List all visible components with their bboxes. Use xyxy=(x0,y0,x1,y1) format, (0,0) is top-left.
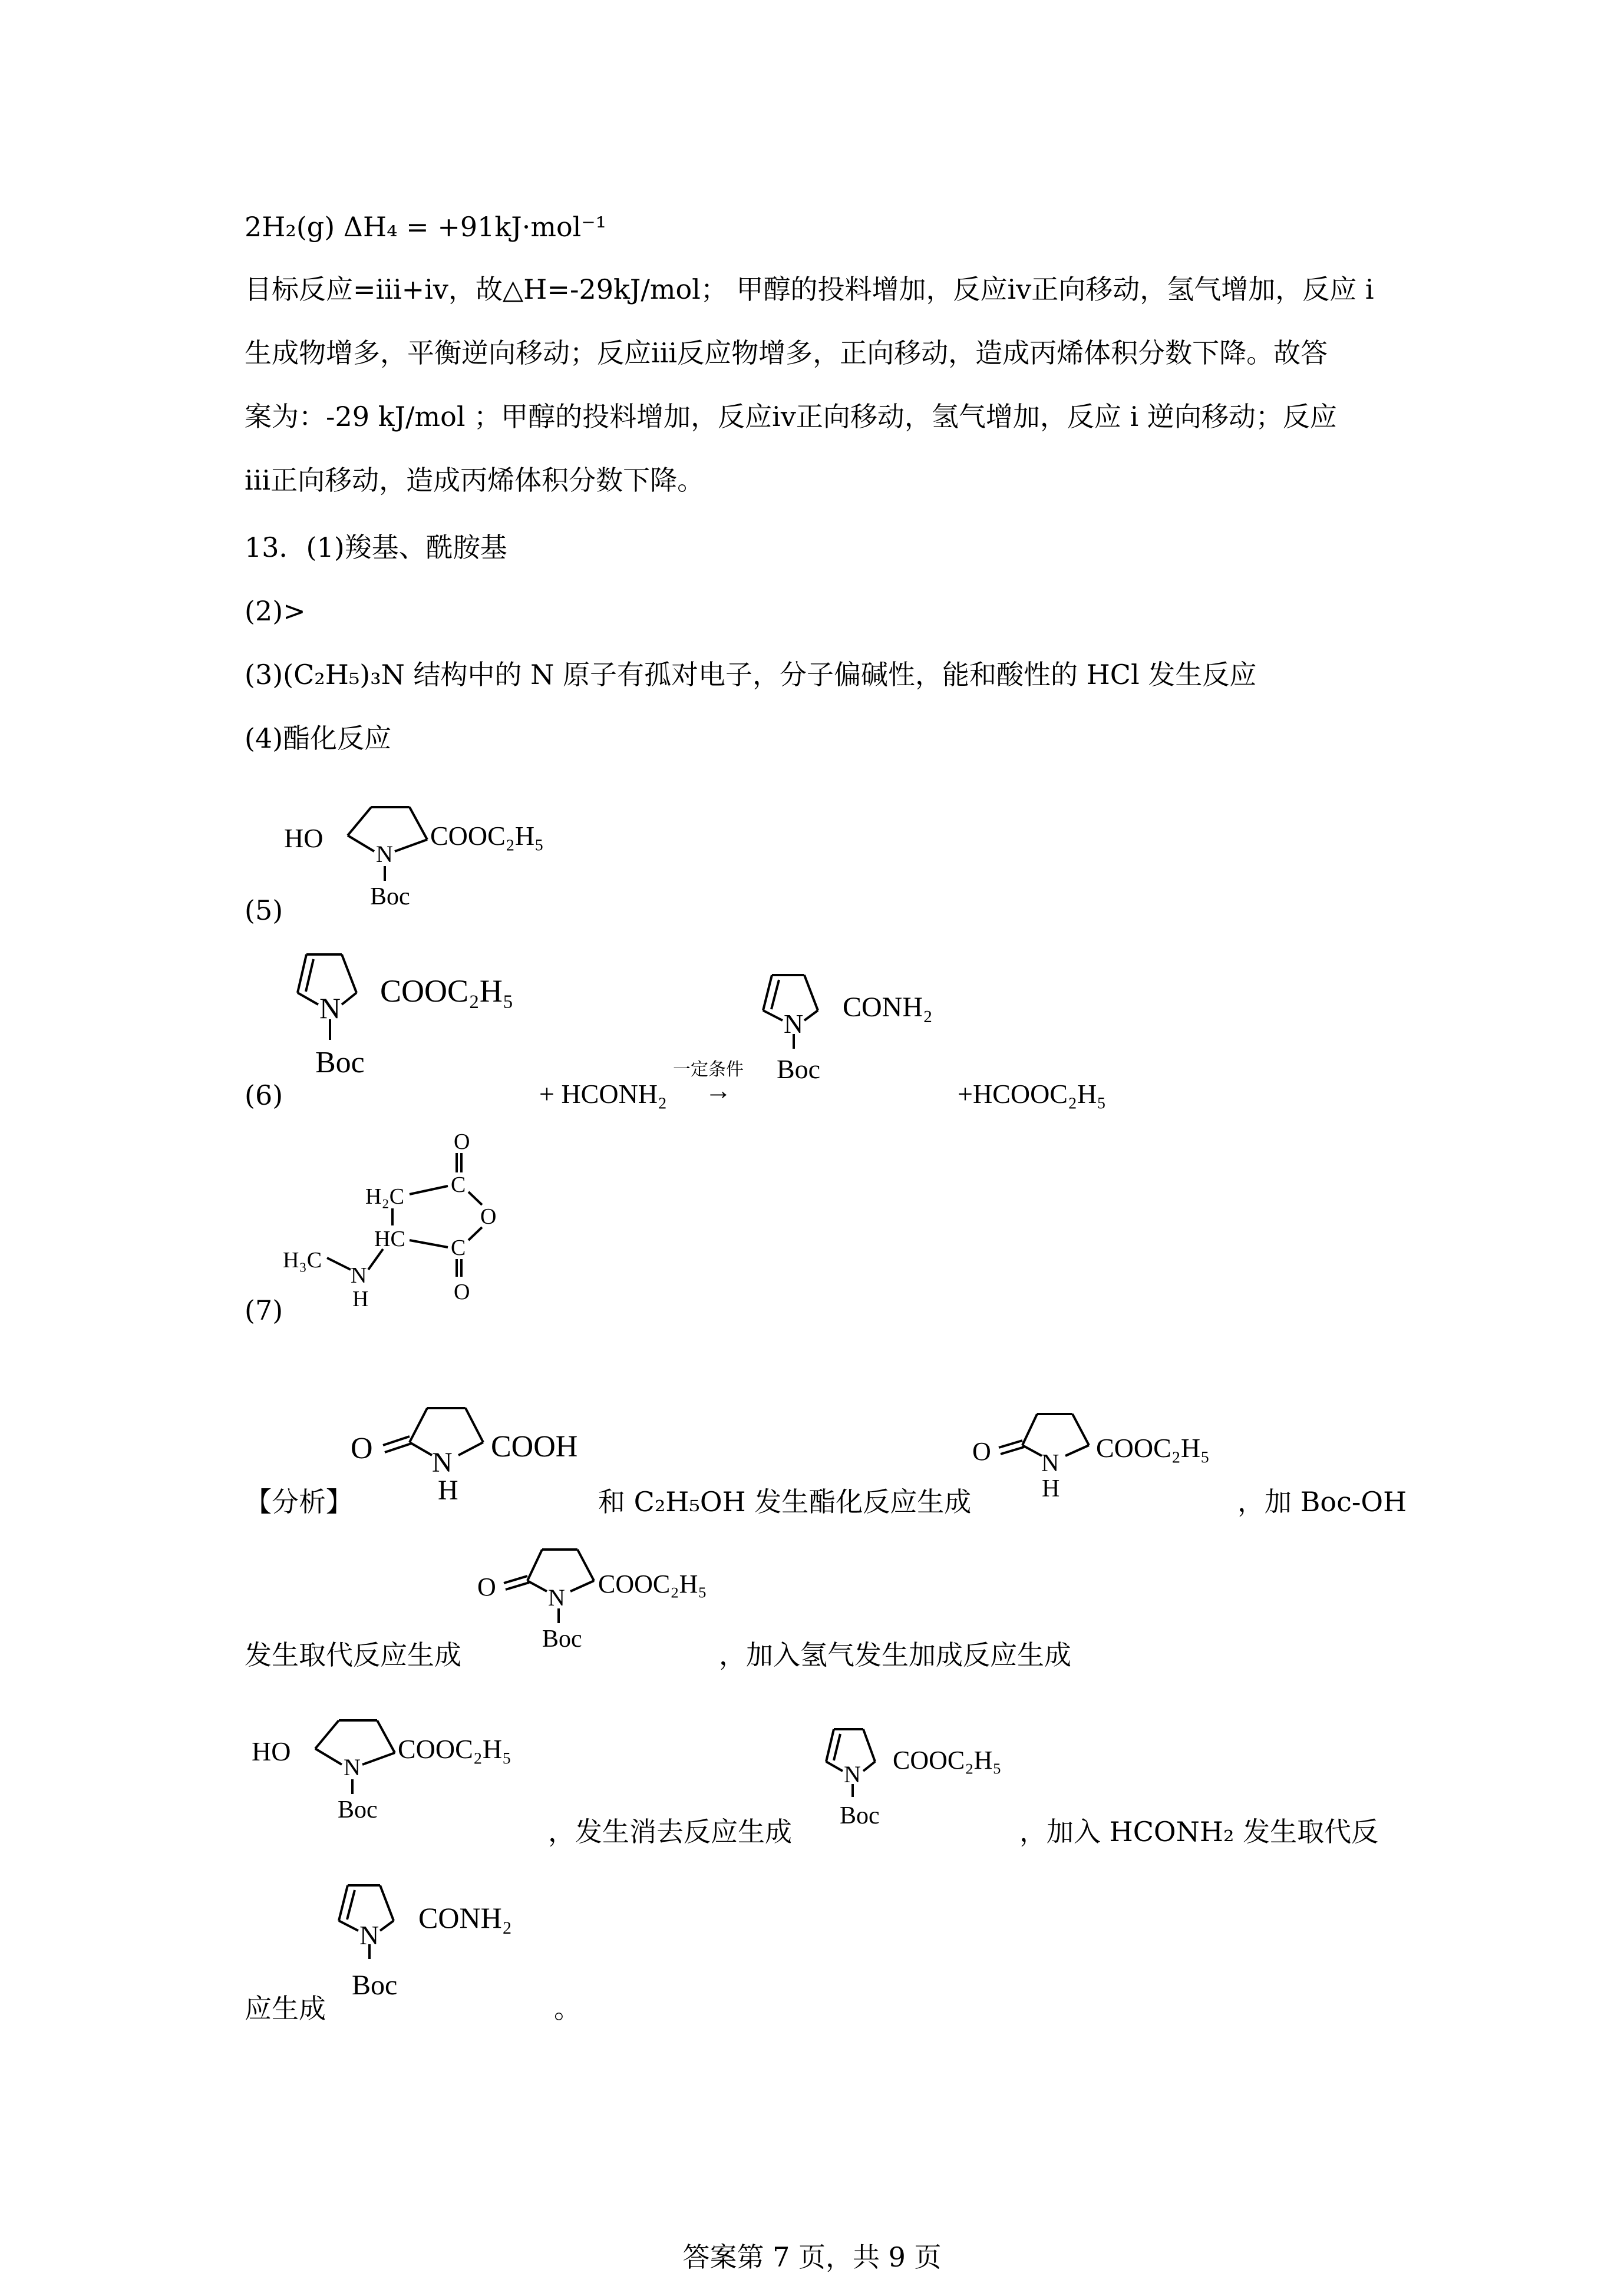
ester-group: COOC₂H₅ xyxy=(893,1746,1002,1775)
boc-group: Boc xyxy=(777,1054,821,1084)
analysis-structure-pyroglutamic-acid xyxy=(351,1385,610,1520)
reagent-hconh2: + HCONH₂ xyxy=(539,1079,668,1109)
carbonyl-carbon-top: C xyxy=(451,1172,466,1197)
hydroxy-group: HO xyxy=(252,1736,291,1766)
n-hydrogen: H xyxy=(1042,1475,1060,1502)
carboxyl-group: COOH xyxy=(491,1430,578,1464)
ring-oxygen: O xyxy=(480,1204,497,1229)
analysis-text-8: 。 xyxy=(554,1993,581,2024)
structure-5 xyxy=(283,784,613,919)
lactam-oxygen: O xyxy=(972,1437,991,1466)
ester-group: COOC₂H₅ xyxy=(1096,1433,1210,1463)
methylene-group: H₂C xyxy=(365,1184,405,1209)
amide-group: CONH₂ xyxy=(843,992,933,1023)
ring-nitrogen: N xyxy=(432,1447,453,1478)
boc-group: Boc xyxy=(315,1046,365,1079)
ring-nitrogen: N xyxy=(319,992,341,1025)
analysis-structure-boc-lactam xyxy=(477,1529,748,1664)
answer-3: (3)(C₂H₅)₃N 结构中的 N 原子有孤对电子，分子偏碱性，能和酸性的 HCl 发生反应 xyxy=(245,659,1257,691)
equation-line-dh4: 2H₂(g) ΔH₄ = +91kJ·mol⁻¹ xyxy=(245,211,607,243)
methyl-group: H₃C xyxy=(283,1248,322,1273)
ester-group: COOC₂H₅ xyxy=(430,821,544,851)
ring-nitrogen: N xyxy=(376,841,393,867)
answer-4: (4)酯化反应 xyxy=(245,722,392,754)
analysis-text-1: 和 C₂H₅OH 发生酯化反应生成 xyxy=(598,1486,972,1518)
ester-group: COOC₂H₅ xyxy=(398,1734,512,1764)
boc-group: Boc xyxy=(370,883,410,910)
ring-nitrogen: N xyxy=(344,1754,361,1780)
answer-6-label: (6) xyxy=(245,1079,283,1111)
boc-group: Boc xyxy=(352,1970,398,2001)
carbonyl-oxygen-top: O xyxy=(454,1129,470,1154)
reaction-arrow: → xyxy=(705,1075,732,1105)
ring-nitrogen: N xyxy=(359,1920,379,1950)
ring-nitrogen: N xyxy=(548,1584,565,1611)
carbonyl-oxygen-bottom: O xyxy=(454,1280,470,1304)
boc-group: Boc xyxy=(840,1802,880,1829)
text-line-1: 目标反应=iii+iv，故△H=-29kJ/mol； 甲醇的投料增加，反应iv正向移动，氢气增加，反应 i xyxy=(245,273,1374,305)
ring-nitrogen: N xyxy=(784,1009,804,1039)
boc-group: Boc xyxy=(542,1626,582,1653)
lactam-oxygen: O xyxy=(351,1432,373,1465)
analysis-text-3: 发生取代反应生成 xyxy=(245,1639,461,1671)
text-line-3: 案为：-29 kJ/mol ；甲醇的投料增加，反应iv正向移动，氢气增加，反应 i 逆向移动；反应 xyxy=(245,401,1337,432)
analysis-text-6: ，加入 HCONH₂ 发生取代反 xyxy=(1019,1816,1379,1848)
n-hydrogen: H xyxy=(438,1475,458,1506)
ester-group: COOC₂H₅ xyxy=(380,973,514,1009)
methine-group: HC xyxy=(374,1227,405,1251)
analysis-structure-ethyl-pyroglutamate xyxy=(972,1393,1255,1517)
byproduct-ester: +HCOOC₂H₅ xyxy=(958,1079,1107,1109)
answer-7-label: (7) xyxy=(245,1294,283,1326)
answer-5-label: (5) xyxy=(245,894,283,926)
amine-nitrogen: N xyxy=(351,1263,367,1288)
analysis-structure-hydroxy xyxy=(250,1697,580,1832)
structure-7 xyxy=(277,1122,524,1323)
analysis-tag: 【分析】 xyxy=(245,1486,353,1518)
text-line-4: iii正向移动，造成丙烯体积分数下降。 xyxy=(245,464,705,496)
analysis-text-2: ，加 Boc-OH xyxy=(1237,1486,1407,1518)
page-footer: 答案第 7 页，共 9 页 xyxy=(682,2241,942,2273)
carbonyl-carbon-bottom: C xyxy=(451,1235,466,1260)
answer-2: (2)> xyxy=(245,595,306,627)
reaction-condition: 一定条件 xyxy=(673,1060,744,1079)
text-line-2: 生成物增多，平衡逆向移动；反应iii反应物增多，正向移动，造成丙烯体积分数下降。故答 xyxy=(245,337,1328,369)
amine-hydrogen: H xyxy=(352,1287,369,1311)
ring-nitrogen: N xyxy=(844,1761,861,1788)
ester-group: COOC₂H₅ xyxy=(598,1570,707,1598)
ring-nitrogen: N xyxy=(1041,1450,1059,1477)
lactam-oxygen: O xyxy=(477,1572,496,1601)
amide-group: CONH₂ xyxy=(418,1901,513,1934)
boc-group: Boc xyxy=(338,1796,378,1823)
analysis-structure-amide xyxy=(321,1862,592,2015)
question-13-title: 13．(1)羧基、酰胺基 xyxy=(245,531,507,563)
analysis-text-5: ，发生消去反应生成 xyxy=(548,1816,792,1848)
hydroxy-group: HO xyxy=(284,823,324,853)
analysis-text-7: 应生成 xyxy=(245,1993,326,2024)
analysis-text-4: ，加入氢气发生加成反应生成 xyxy=(719,1639,1071,1671)
